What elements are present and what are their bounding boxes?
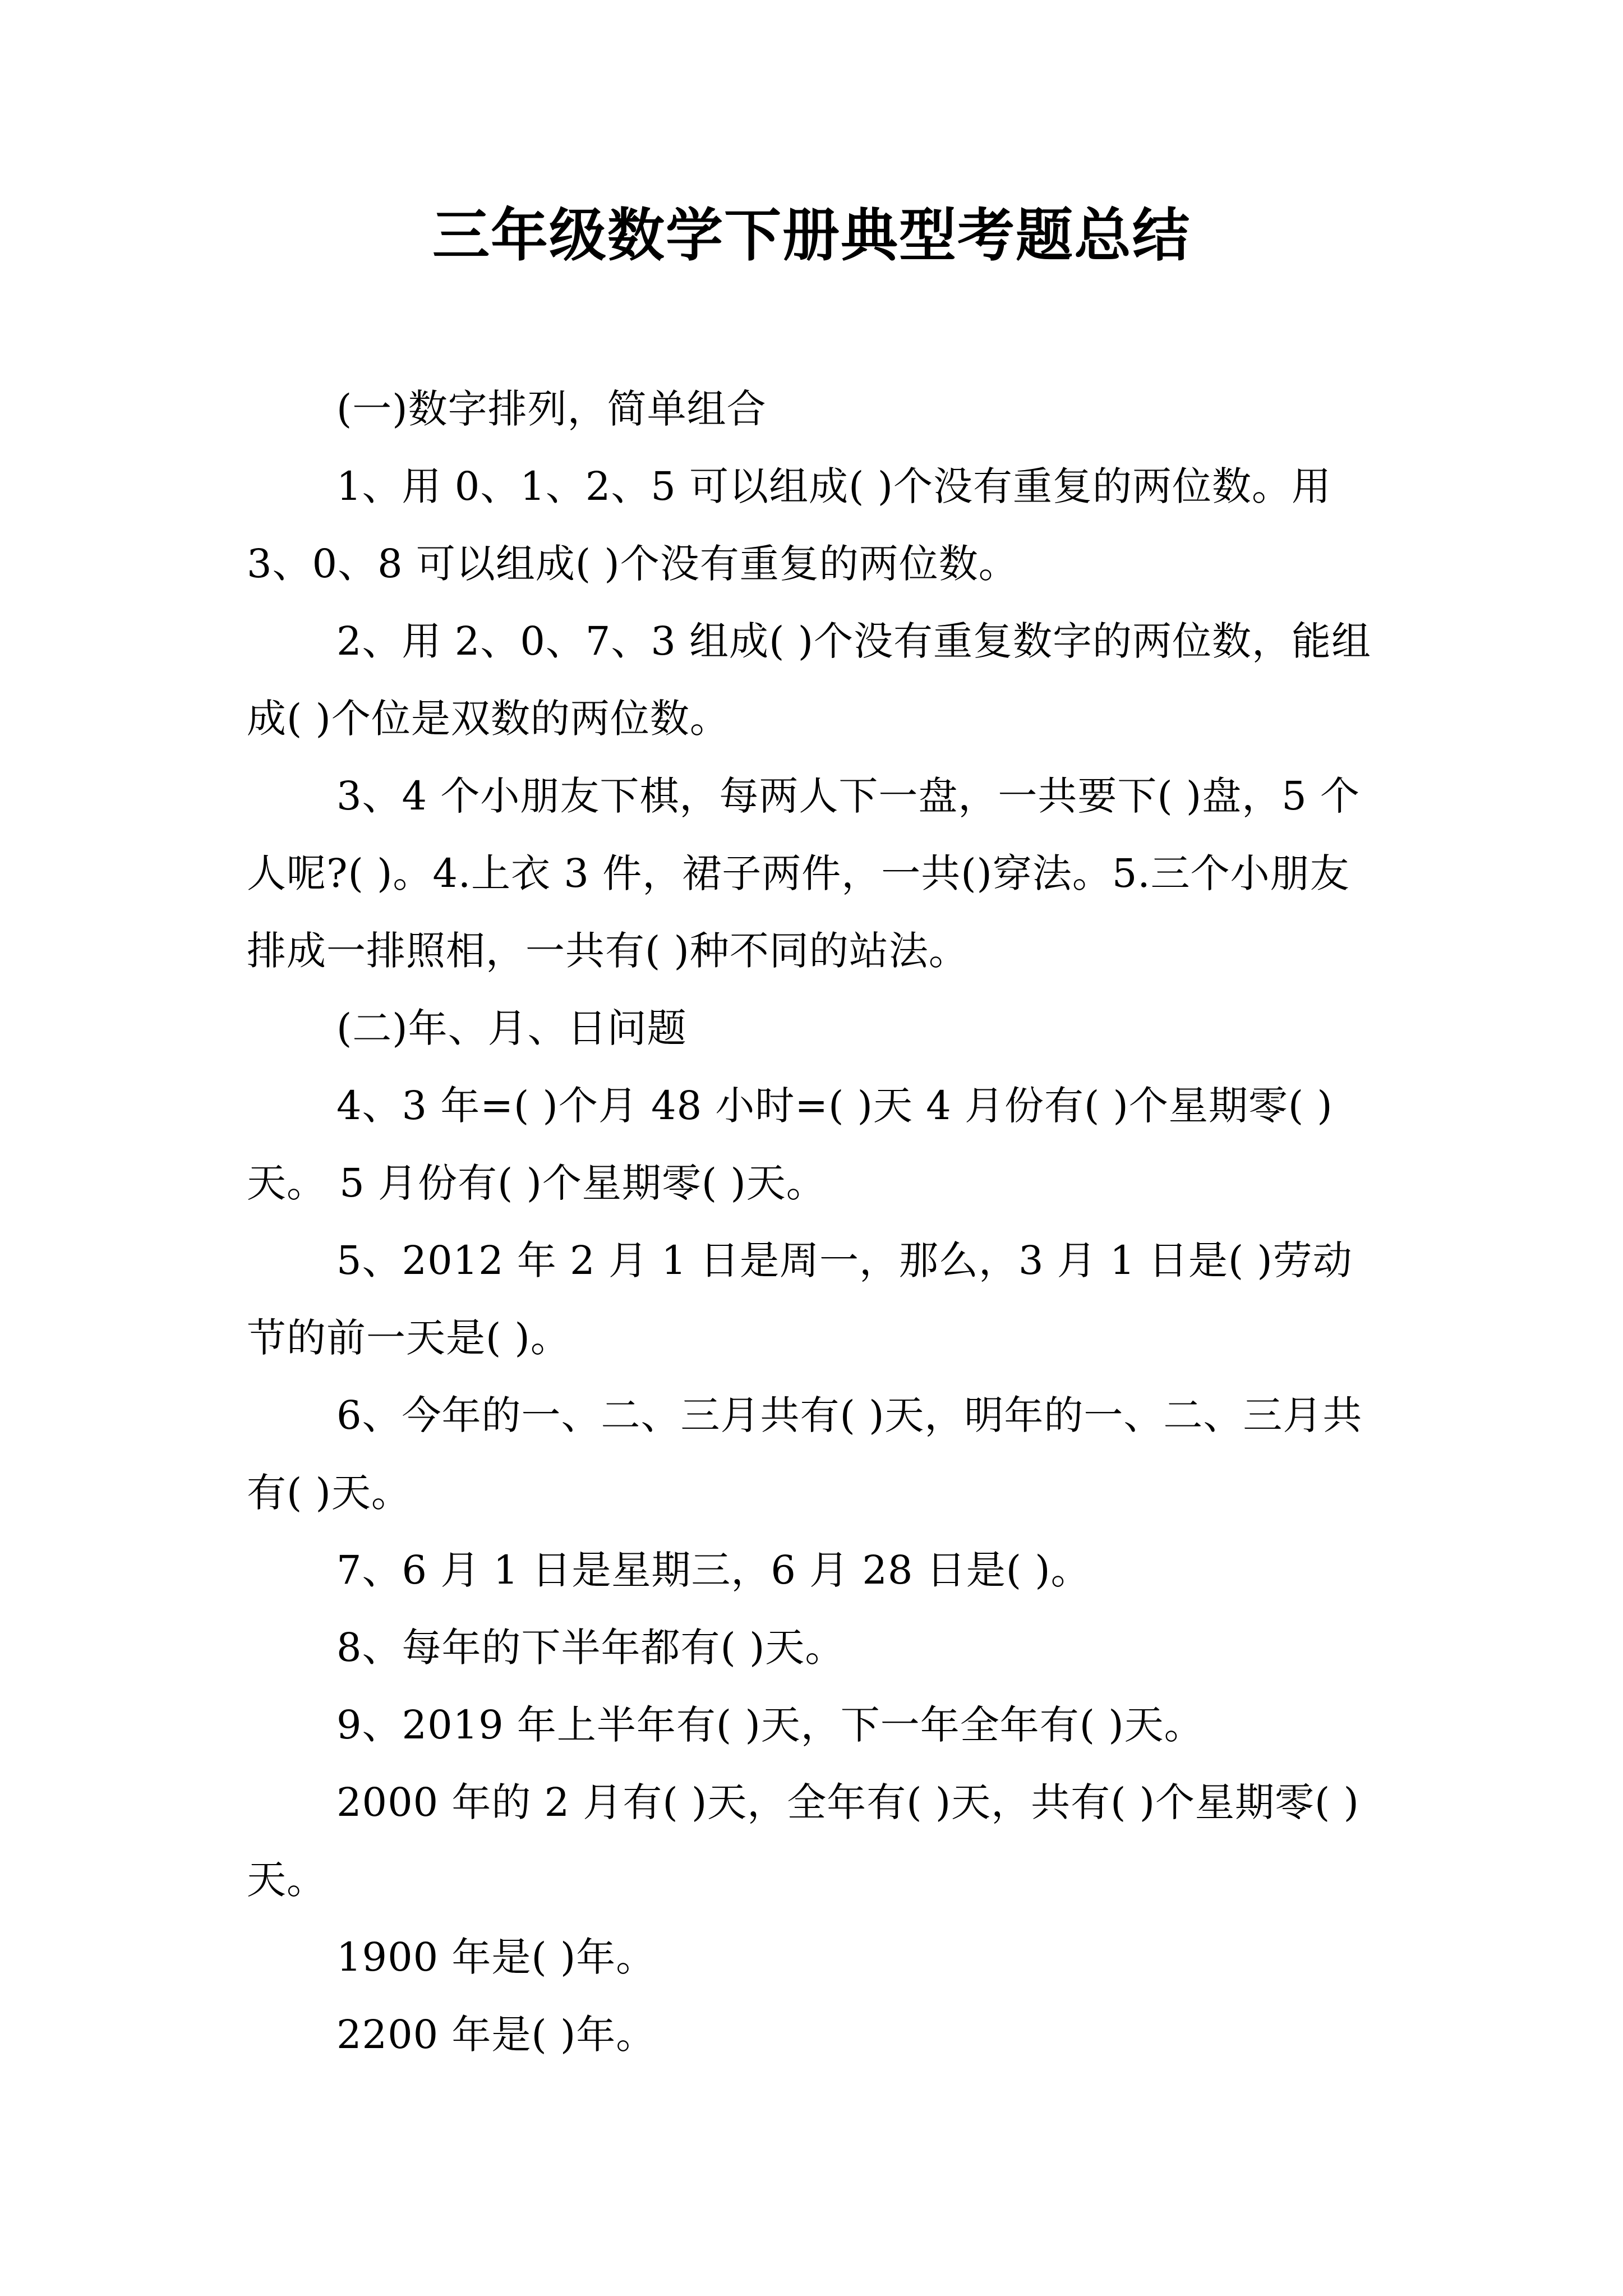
question-6: 6、今年的一、二、三月共有( )天，明年的一、二、三月共有( )天。	[247, 1392, 1363, 1516]
question-4: 4、3 年=( )个月 48 小时=( )天 4 月份有( )个星期零( )天。 5 月份有( )个星期零( )天。	[247, 1083, 1333, 1206]
document-body	[247, 370, 1385, 2073]
question-2: 2、用 2、0、7、3 组成( )个没有重复数字的两位数，能组成( )个位是双数的两位数。	[247, 618, 1372, 742]
question-9-part-2000: 2000 年的 2 月有( )天，全年有( )天，共有( )个星期零( )天。	[247, 1779, 1359, 1903]
section-heading-2: (二)年、月、日问题	[336, 1005, 687, 1051]
question-7: 7、6 月 1 日是星期三，6 月 28 日是( )。	[336, 1547, 1091, 1593]
question-9-part-2200: 2200 年是( )年。	[336, 2012, 656, 2058]
question-1: 1、用 0、1、2、5 可以组成( )个没有重复的两位数。用 3、0、8 可以组成( )个没有重复的两位数。	[247, 463, 1332, 587]
question-8: 8、每年的下半年都有( )天。	[336, 1625, 845, 1671]
question-3: 3、4 个小朋友下棋，每两人下一盘，一共要下( )盘，5 个人呢?( )。4.上衣 3 件，裙子两件，一共()穿法。5.三个小朋友排成一排照相，一共有( )种不同的站法。	[247, 773, 1360, 974]
question-5: 5、2012 年 2 月 1 日是周一，那么，3 月 1 日是( )劳动节的前一天是( )。	[247, 1237, 1353, 1361]
question-9: 9、2019 年上半年有( )天，下一年全年有( )天。	[336, 1702, 1204, 1748]
document-title: 三年级数学下册典型考题总结	[432, 202, 1191, 269]
question-9-part-1900: 1900 年是( )年。	[336, 1934, 656, 1980]
section-heading-1: (一)数字排列，简单组合	[336, 386, 767, 432]
